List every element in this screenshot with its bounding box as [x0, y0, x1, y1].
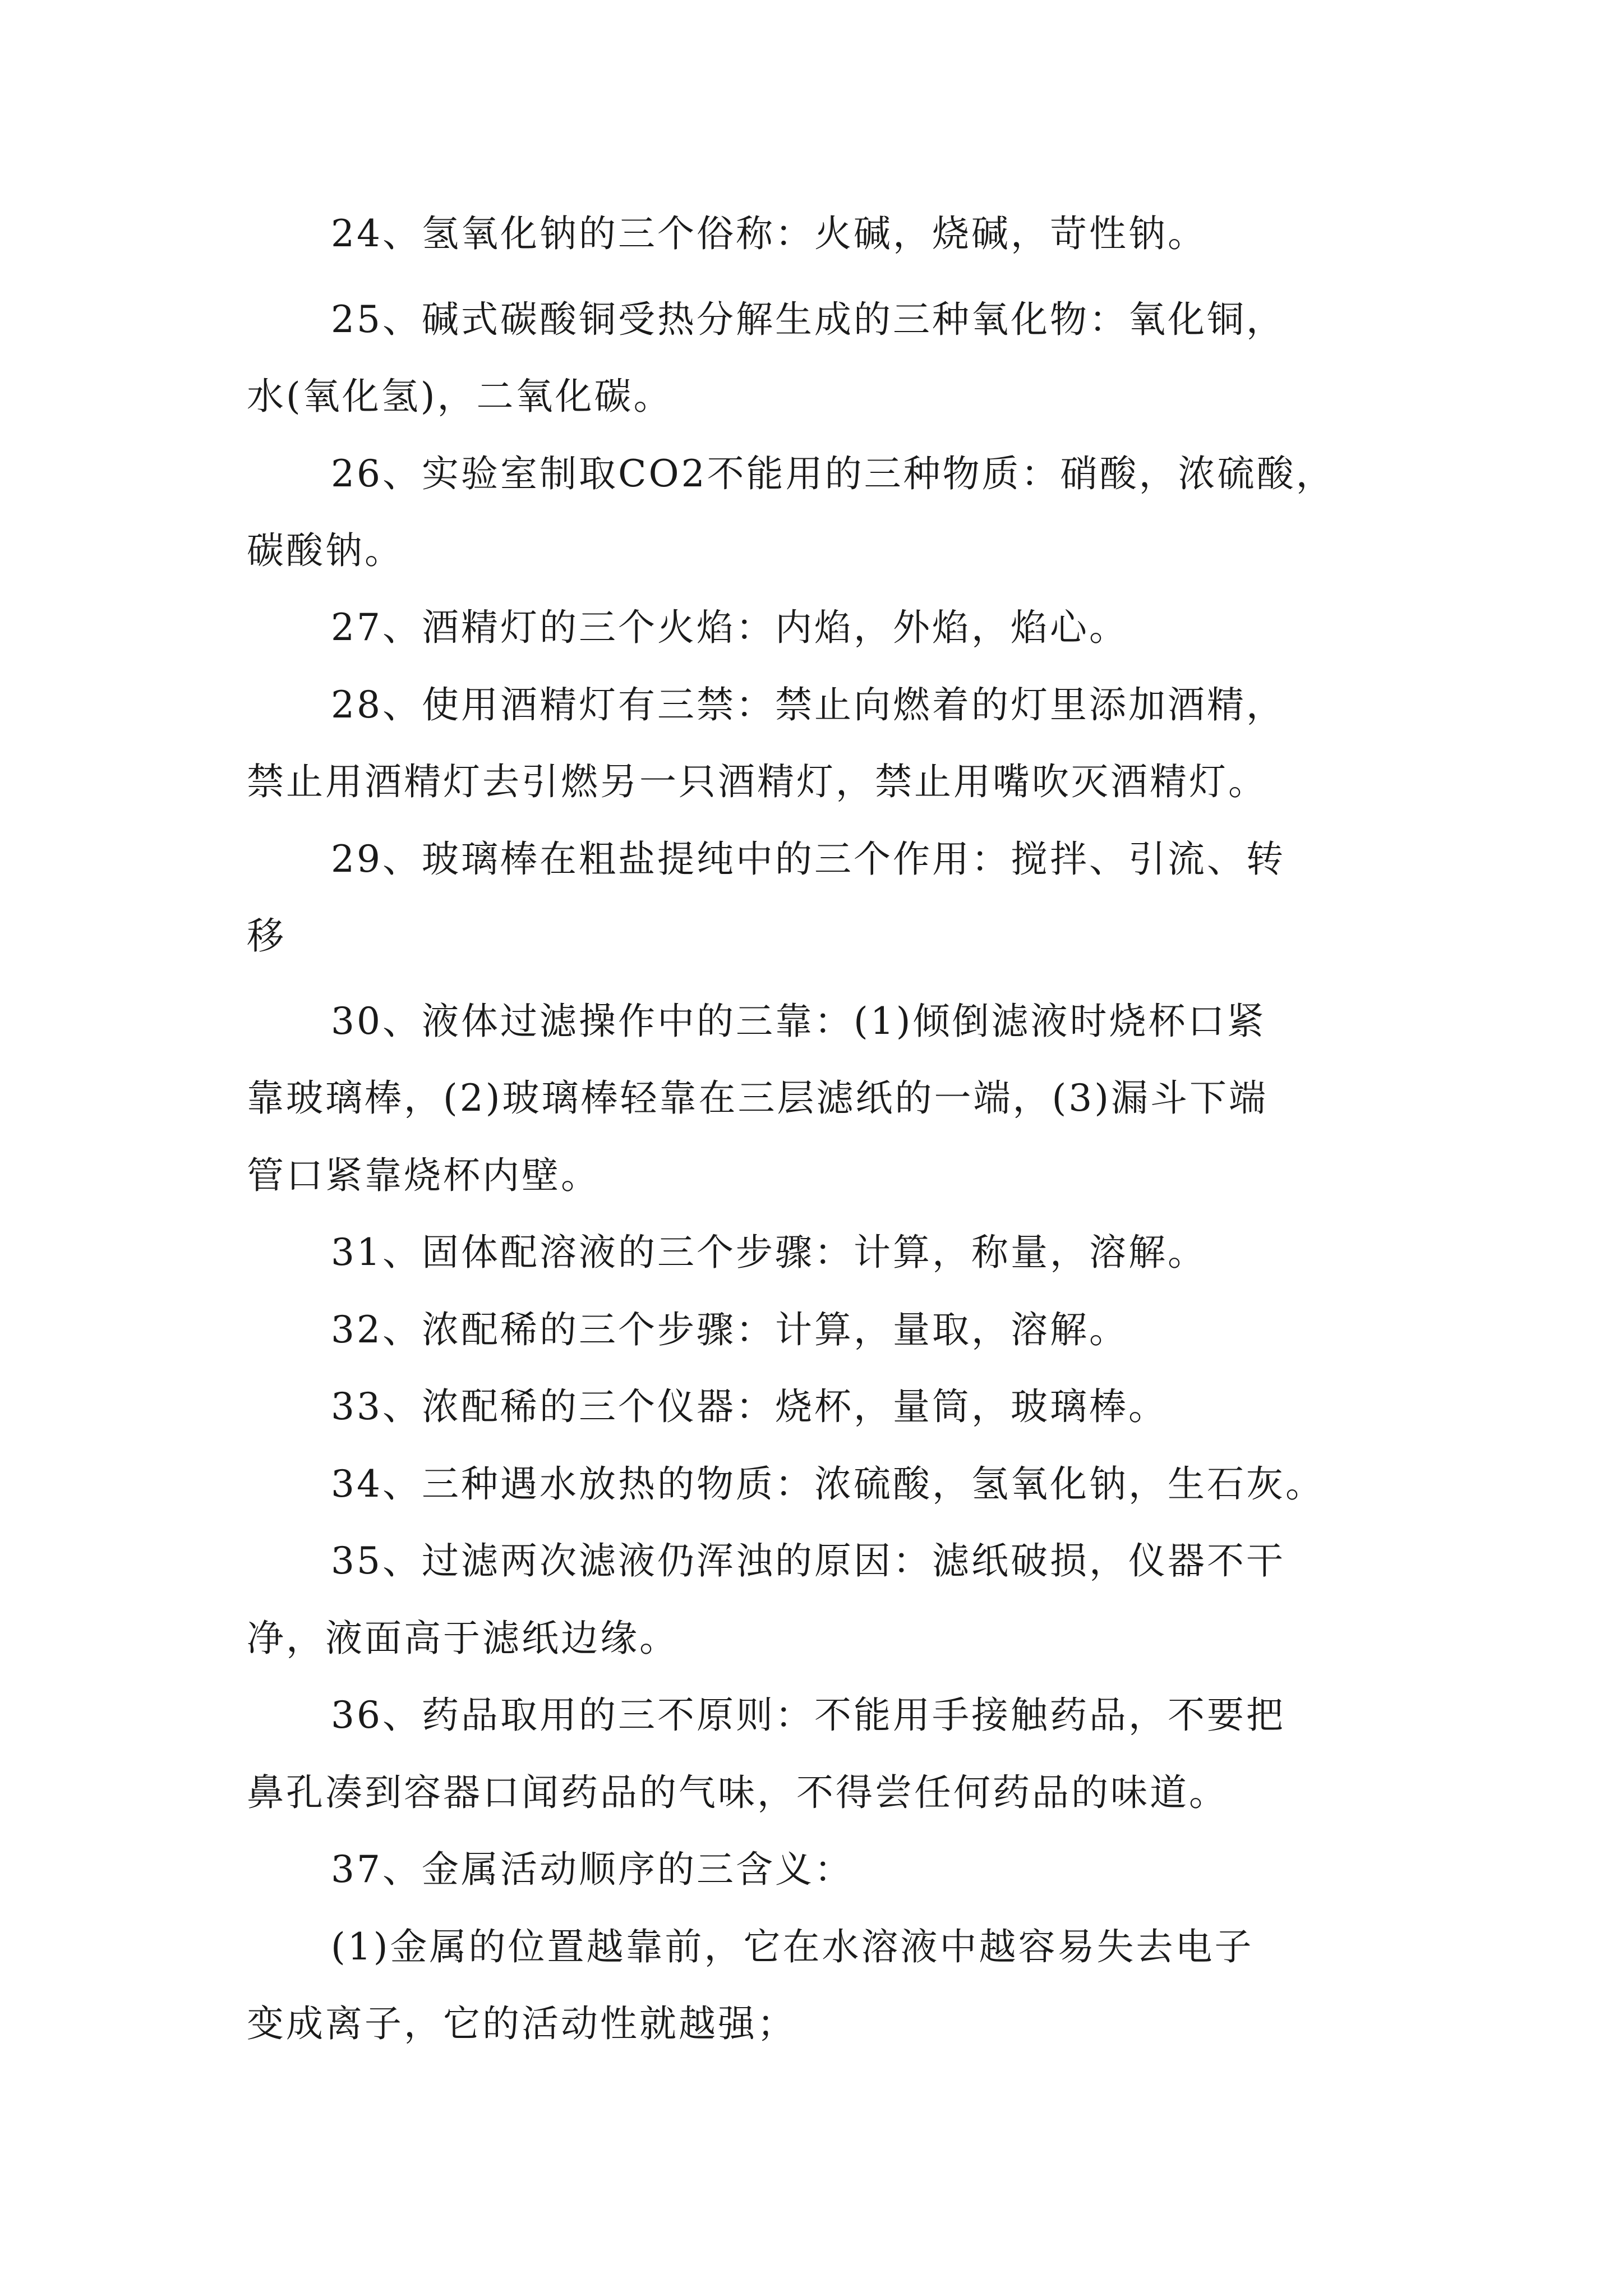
text-line-26: 26、实验室制取CO2不能用的三种物质：硝酸，浓硫酸，	[331, 452, 1335, 495]
text-line-30-cont-2: 管口紧靠烧杯内壁。	[247, 1154, 600, 1197]
text-line-35: 35、过滤两次滤液仍浑浊的原因：滤纸破损，仪器不干	[331, 1539, 1285, 1582]
text-line-25: 25、碱式碳酸铜受热分解生成的三种氧化物：氧化铜，	[331, 298, 1285, 341]
text-line-37-item-1-cont: 变成离子，它的活动性就越强；	[247, 2002, 796, 2045]
text-line-33: 33、浓配稀的三个仪器：烧杯，量筒，玻璃棒。	[331, 1385, 1168, 1428]
text-line-35-cont: 净，液面高于滤纸边缘。	[247, 1617, 679, 1660]
text-line-30: 30、液体过滤操作中的三靠：(1)倾倒滤液时烧杯口紧	[331, 1000, 1266, 1043]
text-line-26-cont: 碳酸钠。	[247, 529, 404, 572]
text-line-27: 27、酒精灯的三个火焰：内焰，外焰，焰心。	[331, 606, 1128, 649]
text-line-36-cont: 鼻孔凑到容器口闻药品的气味，不得尝任何药品的味道。	[247, 1771, 1228, 1814]
text-line-37: 37、金属活动顺序的三含义：	[331, 1848, 854, 1891]
text-line-31: 31、固体配溶液的三个步骤：计算，称量，溶解。	[331, 1231, 1207, 1274]
text-line-24: 24、氢氧化钠的三个俗称：火碱，烧碱，苛性钠。	[331, 212, 1207, 255]
text-line-28-cont: 禁止用酒精灯去引燃另一只酒精灯，禁止用嘴吹灭酒精灯。	[247, 760, 1267, 803]
text-line-25-cont: 水(氧化氢)，二氧化碳。	[247, 375, 673, 418]
text-line-29-cont: 移	[247, 914, 286, 958]
text-line-29: 29、玻璃棒在粗盐提纯中的三个作用：搅拌、引流、转	[331, 838, 1285, 881]
text-line-36: 36、药品取用的三不原则：不能用手接触药品，不要把	[331, 1694, 1285, 1737]
text-line-32: 32、浓配稀的三个步骤：计算，量取，溶解。	[331, 1308, 1128, 1351]
text-line-37-item-1: (1)金属的位置越靠前，它在水溶液中越容易失去电子	[331, 1925, 1254, 1968]
text-line-28: 28、使用酒精灯有三禁：禁止向燃着的灯里添加酒精，	[331, 683, 1285, 726]
text-line-30-cont-1: 靠玻璃棒，(2)玻璃棒轻靠在三层滤纸的一端，(3)漏斗下端	[247, 1076, 1268, 1120]
text-line-34: 34、三种遇水放热的物质：浓硫酸，氢氧化钠，生石灰。	[331, 1462, 1325, 1506]
